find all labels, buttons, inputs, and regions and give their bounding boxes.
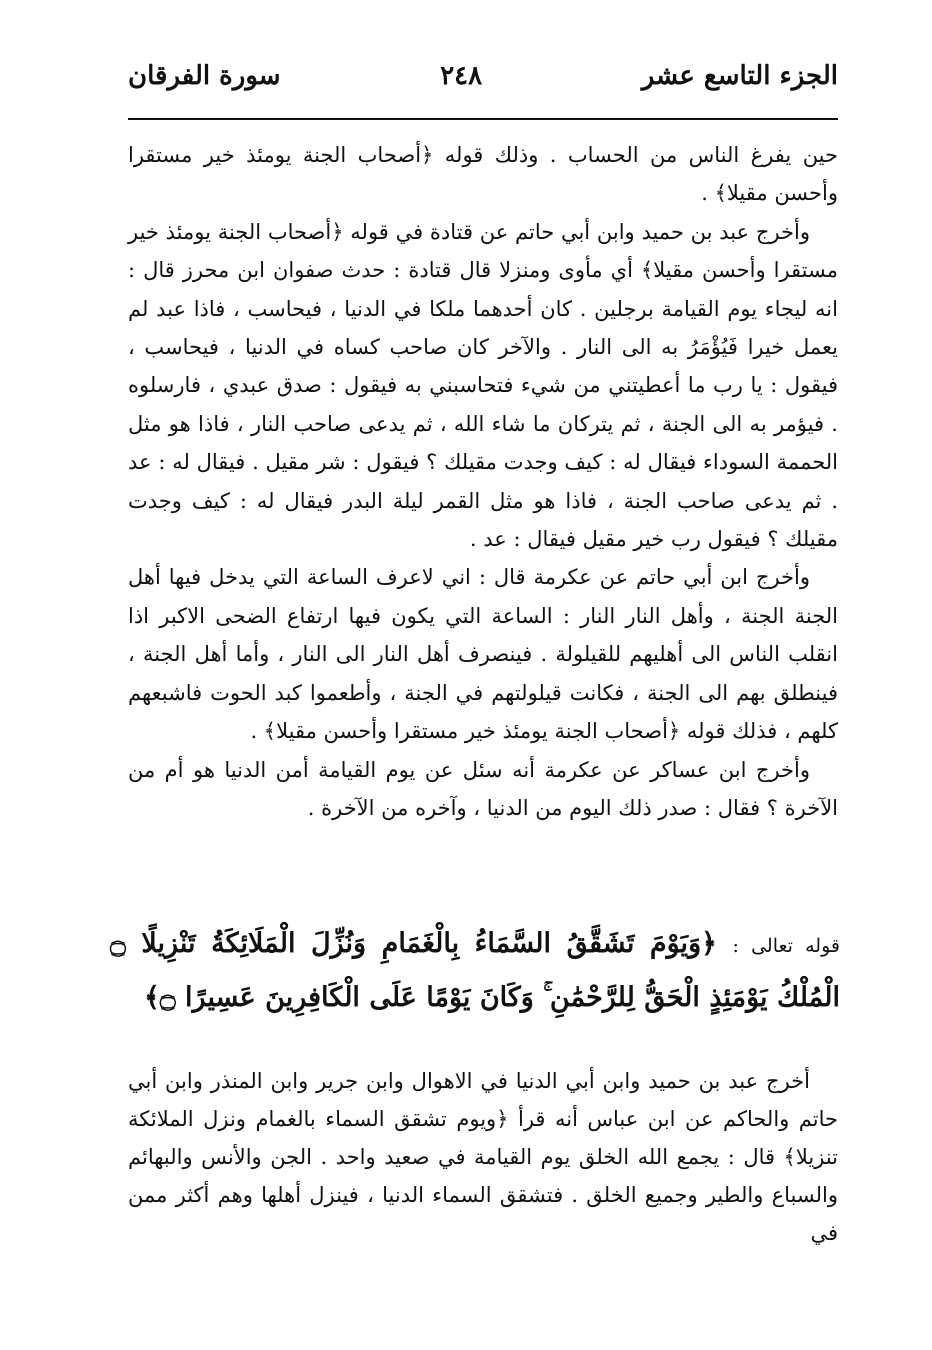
- paragraph: أخرج عبد بن حميد وابن أبي الدنيا في الاهوال وابن جرير وابن المنذر وابن أبي حاتم والحاكم عن ابن عباس أنه قرأ ﴿ويوم تشقق السماء بالغمام ونزل الملائكة تنزيلا﴾ قال : يجمع الله الخلق يوم القيامة في صعيد واحد . الجن والأنس والبهائم والسباع والطير وجميع الخلق . فتشقق السماء الدنيا ، فينزل أهلها وهم أكثر ممن في: [128, 1069, 838, 1245]
- quran-verse: [110, 918, 840, 1024]
- part-title: الجزء التاسع عشر: [641, 61, 838, 91]
- verse-intro: قوله تعالى :: [732, 935, 840, 957]
- header-divider: [128, 118, 838, 120]
- paragraph: وأخرج ابن أبي حاتم عن عكرمة قال : اني لاعرف الساعة التي يدخل فيها أهل الجنة الجنة ، وأهل النار النار : الساعة التي يكون فيها ارتفاع الضحى الاكبر اذا انقلب الناس الى أهليهم للقيلولة . فينصرف أهل النار الى النار ، وأما أهل الجنة ، فينطلق بهم الى الجنة ، فكانت قيلولتهم في الجنة ، وأطعموا كبد الحوت فاشبعهم كلهم ، فذلك قوله ﴿أصحاب الجنة يومئذ خير مستقرا وأحسن مقيلا﴾ .: [128, 565, 838, 744]
- paragraph: وأخرج ابن عساكر عن عكرمة أنه سئل عن يوم القيامة أمن الدنيا هو أم من الآخرة ؟ فقال : صدر ذلك اليوم من الدنيا ، وآخره من الآخرة .: [128, 757, 838, 820]
- page-header: [128, 52, 838, 100]
- surah-title: سورة الفرقان: [128, 61, 281, 91]
- commentary-text: [128, 136, 838, 827]
- paragraph: حين يفرغ الناس من الحساب . وذلك قوله ﴿أصحاب الجنة يومئذ خير مستقرا وأحسن مقيلا﴾ .: [128, 143, 838, 206]
- verse-text: ﴿وَيَوْمَ تَشَقَّقُ السَّمَاءُ بِالْغَمَامِ وَنُزِّلَ الْمَلَائِكَةُ تَنْزِيلًا ۝ الْمُلْكُ يَوْمَئِذٍ الْحَقُّ لِلرَّحْمَٰنِ ۚ وَكَانَ يَوْمًا عَلَى الْكَافِرِينَ عَسِيرًا ۝﴾: [110, 928, 840, 1013]
- verse-commentary: [128, 1062, 838, 1252]
- paragraph: وأخرج عبد بن حميد وابن أبي حاتم عن قتادة في قوله ﴿أصحاب الجنة يومئذ خير مستقرا وأحسن مقيلا﴾ أي مأوى ومنزلا قال قتادة : حدث صفوان ابن محرز قال : انه ليجاء يوم القيامة برجلين . كان أحدهما ملكا في الدنيا ، فيحاسب ، فاذا عبد لم يعمل خيرا فَيُؤْمَرُ به الى النار . والآخر كان صاحب كساه في الدنيا ، فيحاسب ، فيقول : يا رب ما أعطيتني من شيء فتحاسبني به فيقول : صدق عبدي ، فارسلوه . فيؤمر به الى الجنة ، ثم يتركان ما شاء الله ، ثم يدعى صاحب النار ، فاذا هو مثل الحممة السوداء فيقال له : كيف وجدت مقيلك ؟ فيقول : شر مقيل . فيقال له : عد . ثم يدعى صاحب الجنة ، فاذا هو مثل القمر ليلة البدر فيقال له : كيف وجدت مقيلك ؟ فيقول رب خير مقيل فيقال : عد .: [128, 219, 838, 552]
- page-number: ٢٤٨: [440, 61, 483, 91]
